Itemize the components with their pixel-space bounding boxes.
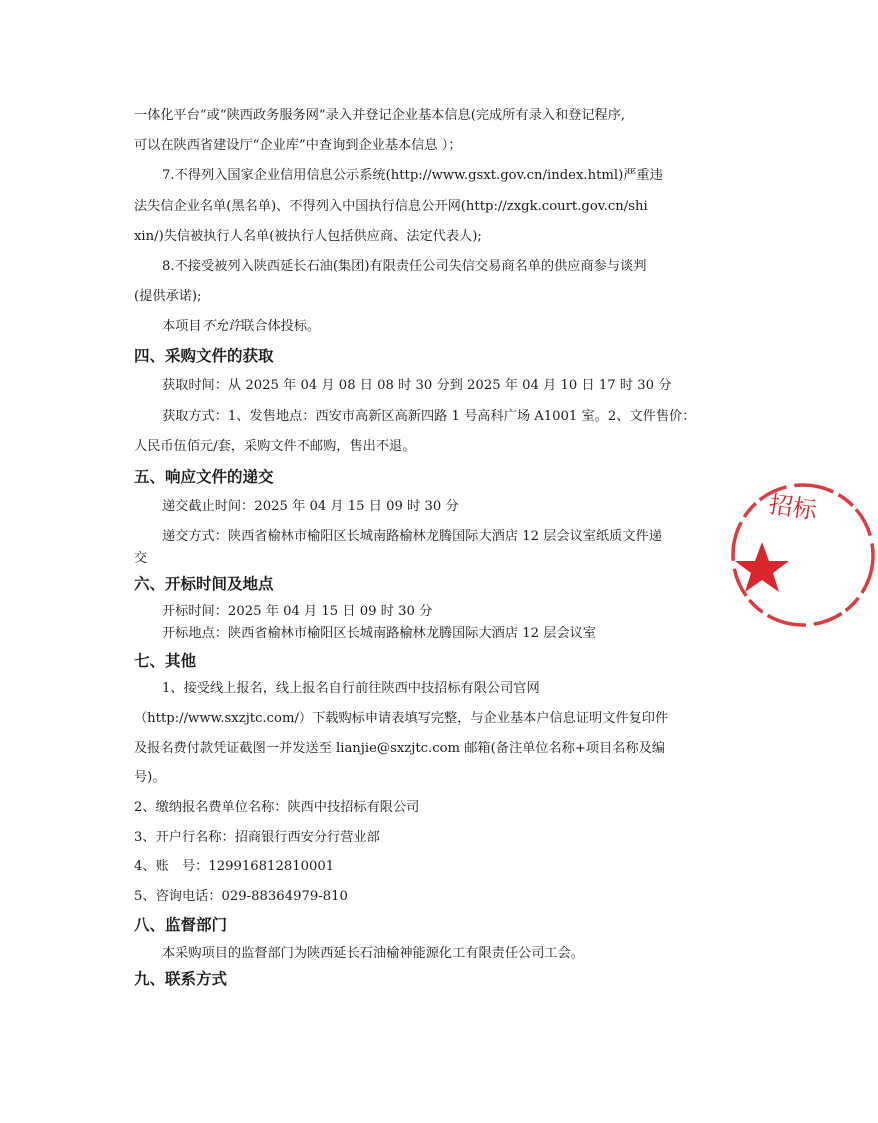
supervise-text: 本采购项目的监督部门为陕西延长石油榆神能源化工有限责任公司工会。 (162, 946, 584, 961)
seal-star-icon (735, 542, 789, 592)
para-registration-line2: 可以在陕西省建设厅“企业库”中查询到企业基本信息 ）； (134, 138, 462, 153)
other-item1-line3: 及报名费付款凭证截图一并发送至 lianjie@sxzjtc.com 邮箱(备注单位名称+项目名称及编 (134, 741, 666, 756)
consortium-italic: 不允许 (201, 319, 242, 334)
other-item5: 5、咨询电话：029-88364979-810 (134, 889, 348, 904)
get-time: 获取时间：从 2025 年 04 月 08 日 08 时 30 分到 2025 年 04 月 10 日 17 时 30 分 (162, 378, 672, 393)
para-blacklist-line2: (提供承诺); (134, 289, 202, 304)
company-seal (728, 470, 878, 640)
submit-method-line1: 递交方式：陕西省榆林市榆阳区长城南路榆林龙腾国际大酒店 12 层会议室纸质文件递 (162, 529, 662, 544)
consortium-prefix: 本项目 (162, 319, 202, 334)
consortium-suffix: 联合体投标。 (241, 319, 321, 334)
section-heading-6: 六、开标时间及地点 (134, 575, 274, 593)
open-place: 开标地点：陕西省榆林市榆阳区长城南路榆林龙腾国际大酒店 12 层会议室 (162, 626, 596, 641)
section-heading-9: 九、联系方式 (134, 970, 228, 988)
para-blacklist-line1: 8.不接受被列入陕西延长石油(集团)有限责任公司失信交易商名单的供应商参与谈判 (162, 259, 647, 274)
section-heading-8: 八、监督部门 (134, 916, 228, 934)
para-registration-line1: 一体化平台”或“陕西政务服务网”录入并登记企业基本信息(完成所有录入和登记程序, (134, 108, 626, 123)
open-time: 开标时间：2025 年 04 月 15 日 09 时 30 分 (162, 604, 433, 619)
other-item1-line2: （http://www.sxzjtc.com/）下载购标申请表填写完整，与企业基本户信息证明文件复印件 (134, 711, 669, 726)
get-method-line1: 获取方式：1、发售地点：西安市高新区高新四路 1 号高科广场 A1001 室。2、文件售价： (162, 409, 696, 424)
get-method-line2: 人民币伍佰元/套，采购文件不邮购，售出不退。 (134, 439, 416, 454)
para-credit-line2: 法失信企业名单(黑名单)、不得列入中国执行信息公开网(http://zxgk.court.gov.cn/shi (134, 199, 648, 214)
other-item2: 2、缴纳报名费单位名称：陕西中技招标有限公司 (134, 800, 420, 815)
other-item3: 3、开户行名称：招商银行西安分行营业部 (134, 830, 380, 845)
other-item4: 4、账 号：129916812810001 (134, 859, 335, 874)
other-item1-line1: 1、接受线上报名，线上报名自行前往陕西中技招标有限公司官网 (162, 681, 540, 696)
para-consortium (162, 318, 320, 336)
section-heading-7: 七、其他 (134, 652, 197, 670)
section-heading-4: 四、采购文件的获取 (134, 347, 274, 365)
other-item1-line4: 号)。 (134, 770, 166, 785)
section-heading-5: 五、响应文件的递交 (134, 468, 274, 486)
submit-deadline: 递交截止时间：2025 年 04 月 15 日 09 时 30 分 (162, 499, 459, 514)
para-credit-line1: 7.不得列入国家企业信用信息公示系统(http://www.gsxt.gov.cn/index.html)严重违 (162, 168, 663, 183)
submit-method-line2: 交 (134, 551, 148, 566)
seal-text: 招标 (767, 490, 819, 525)
para-credit-line3: xin/)失信被执行人名单(被执行人包括供应商、法定代表人); (134, 229, 482, 244)
